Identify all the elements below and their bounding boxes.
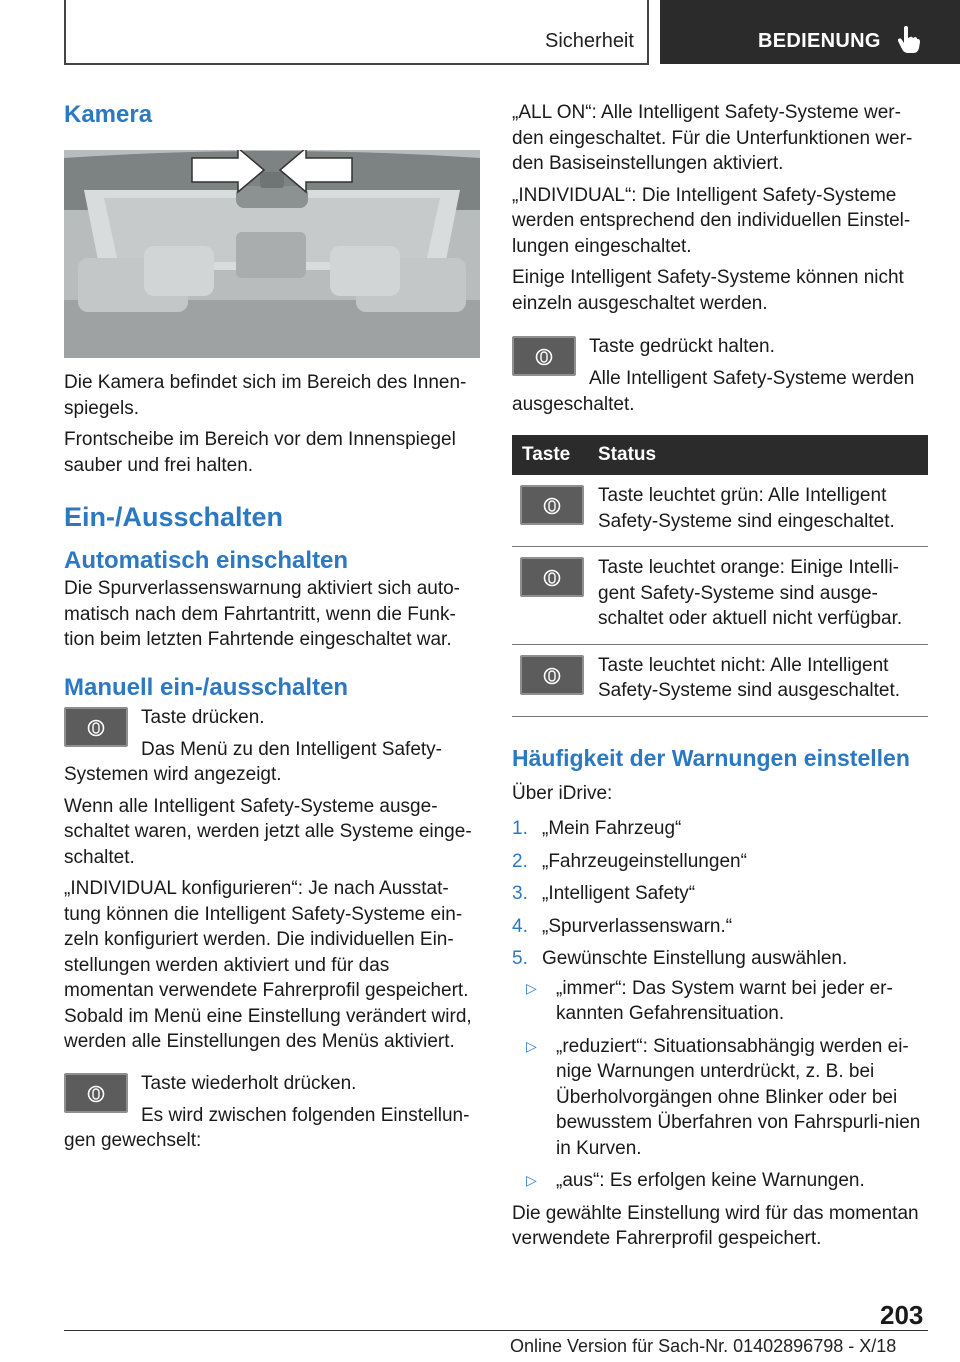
key1-line1: Taste drücken. xyxy=(141,706,265,728)
list-item: 5. Gewünschte Einstellung auswählen. ▷ „immer“: Das System warnt bei jeder er-kannten Gefahrensituation. ▷ „reduziert“: Situationsabhängig werden ei-nige Warnungen unterdrückt, z. B. bei Überholvorgängen ohne Blinker oder bei bewusstem Überfahren von Fahrspurli-nien in Kurven. ▷ „aus“: Es erfolgen keine Warnungen. xyxy=(512,946,928,1194)
table-header-status: Status xyxy=(588,435,928,475)
key3-line2: Alle Intelligent Safety-Systeme werden ausgeschaltet. xyxy=(512,368,915,415)
safety-button-icon xyxy=(520,485,584,525)
safety-button-icon xyxy=(520,557,584,597)
safety-button-icon xyxy=(520,655,584,695)
camera-interior-photo xyxy=(64,150,480,358)
table-cell-status: Taste leuchtet nicht: Alle Intelligent Safety-Systeme sind ausgeschaltet. xyxy=(588,644,928,716)
table-cell-status: Taste leuchtet orange: Einige Intelli-gent Safety-Systeme sind ausge-schaltet oder aktuell nicht verfügbar. xyxy=(588,547,928,645)
manuell-text-1: Wenn alle Intelligent Safety-Systeme ausge-schaltet waren, werden jetzt alle Systeme einge-schaltet. xyxy=(64,795,472,868)
heading-ein-ausschalten: Ein-/Ausschalten xyxy=(64,502,284,532)
header-section: Sicherheit xyxy=(545,30,634,52)
individual-text: „INDIVIDUAL“: Die Intelligent Safety-Systeme werden entsprechend den individuellen Einstel-lungen eingeschaltet. xyxy=(512,184,911,257)
table-cell-status: Taste leuchtet grün: Alle Intelligent Safety-Systeme sind eingeschaltet. xyxy=(588,475,928,547)
key1-line2: Das Menü zu den Intelligent Safety-Systemen wird angezeigt. xyxy=(64,738,443,785)
list-item: 1. „Mein Fahrzeug“ xyxy=(512,818,682,839)
kamera-text-2: Frontscheibe im Bereich vor dem Innenspiegel sauber und frei halten. xyxy=(64,429,456,476)
table-row xyxy=(512,547,928,645)
triangle-marker-icon: ▷ xyxy=(526,1172,537,1188)
page-number: 203 xyxy=(880,1300,924,1330)
heading-automatisch: Automatisch einschalten xyxy=(64,547,349,574)
triangle-marker-icon: ▷ xyxy=(526,979,537,996)
safety-button-icon xyxy=(64,1073,128,1113)
safety-button-icon xyxy=(64,707,128,747)
list-item: 2. „Fahrzeugeinstellungen“ xyxy=(512,850,747,872)
footer-text: Online Version für Sach-Nr. 01402896798 - X/18 xyxy=(510,1336,897,1356)
key2-line1: Taste wiederholt drücken. xyxy=(141,1072,357,1094)
table-header-row xyxy=(512,435,928,475)
status-table xyxy=(512,435,928,717)
list-item: ▷ „aus“: Es erfolgen keine Warnungen. xyxy=(512,1168,928,1194)
list-item: 4. „Spurverlassenswarn.“ xyxy=(512,915,733,937)
list-item: ▷ „immer“: Das System warnt bei jeder er-kannten Gefahrensituation. xyxy=(526,977,893,1024)
key-instruction-1 xyxy=(64,705,480,757)
kamera-text-1: Die Kamera befindet sich im Bereich des Innen-spiegels. xyxy=(64,372,467,419)
header-rule-left xyxy=(64,0,66,64)
automatisch-text: Die Spurverlassenswarnung aktiviert sich auto-matisch nach dem Fahrtantritt, wenn die Funk-tion beim letzten Fahrtende eingeschaltet war. xyxy=(64,578,461,650)
key-instruction-2 xyxy=(64,1071,480,1123)
heading-kamera: Kamera xyxy=(64,101,153,128)
einige-text: Einige Intelligent Safety-Systeme können nicht einzeln ausgeschaltet werden. xyxy=(512,267,904,314)
key-instruction-3 xyxy=(512,334,928,386)
steps-list xyxy=(512,816,928,1194)
ueber-idrive-text: Über iDrive: xyxy=(512,782,613,804)
header-tab xyxy=(660,0,960,64)
list-item: 3. „Intelligent Safety“ xyxy=(512,883,696,904)
list-item: ▷ „reduziert“: Situationsabhängig werden ei-nige Warnungen unterdrückt, z. B. bei Überholvorgängen ohne Blinker oder bei bewusstem Überfahren von Fahrspurli-nien in Kurven. xyxy=(526,1035,921,1159)
right-column xyxy=(512,100,928,1258)
table-header-taste: Taste xyxy=(512,435,588,475)
heading-haeufigkeit: Häufigkeit der Warnungen einstellen xyxy=(512,744,910,771)
table-row xyxy=(512,475,928,547)
left-column xyxy=(64,100,480,1160)
header-rule-bottom xyxy=(64,63,649,65)
footer-rule xyxy=(64,1330,928,1331)
key3-line1: Taste gedrückt halten. xyxy=(589,336,775,357)
key2-line2: Es wird zwischen folgenden Einstellun-gen gewechselt: xyxy=(64,1104,470,1151)
triangle-marker-icon: ▷ xyxy=(526,1037,537,1054)
all-on-text: „ALL ON“: Alle Intelligent Safety-Systeme wer-den eingeschaltet. Für die Unterfunktionen wer-den Basiseinstellungen aktiviert. xyxy=(512,102,913,174)
heading-manuell: Manuell ein-/ausschalten xyxy=(64,673,349,701)
gewaehlt-text: Die gewählte Einstellung wird für das momentan verwendete Fahrerprofil gespeichert. xyxy=(512,1202,919,1249)
safety-button-icon xyxy=(512,336,576,376)
table-row xyxy=(512,644,928,716)
hand-pointer-icon xyxy=(898,26,920,54)
header-tab-label: BEDIENUNG xyxy=(758,30,881,52)
sub-options-list xyxy=(526,976,928,1194)
header-separator xyxy=(647,0,649,64)
manuell-text-2: „INDIVIDUAL konfigurieren“: Je nach Ausstat-tung können die Intelligent Safety-Systeme ein-zeln konfiguriert werden. Die individuellen Ein-stellungen werden aktiviert und für das momentan verwendete Fahrerprofil gespeichert. Sobald im Menü eine Einstellung verändert wird, werden alle Einstellungen des Menüs aktiviert. xyxy=(64,878,472,1052)
